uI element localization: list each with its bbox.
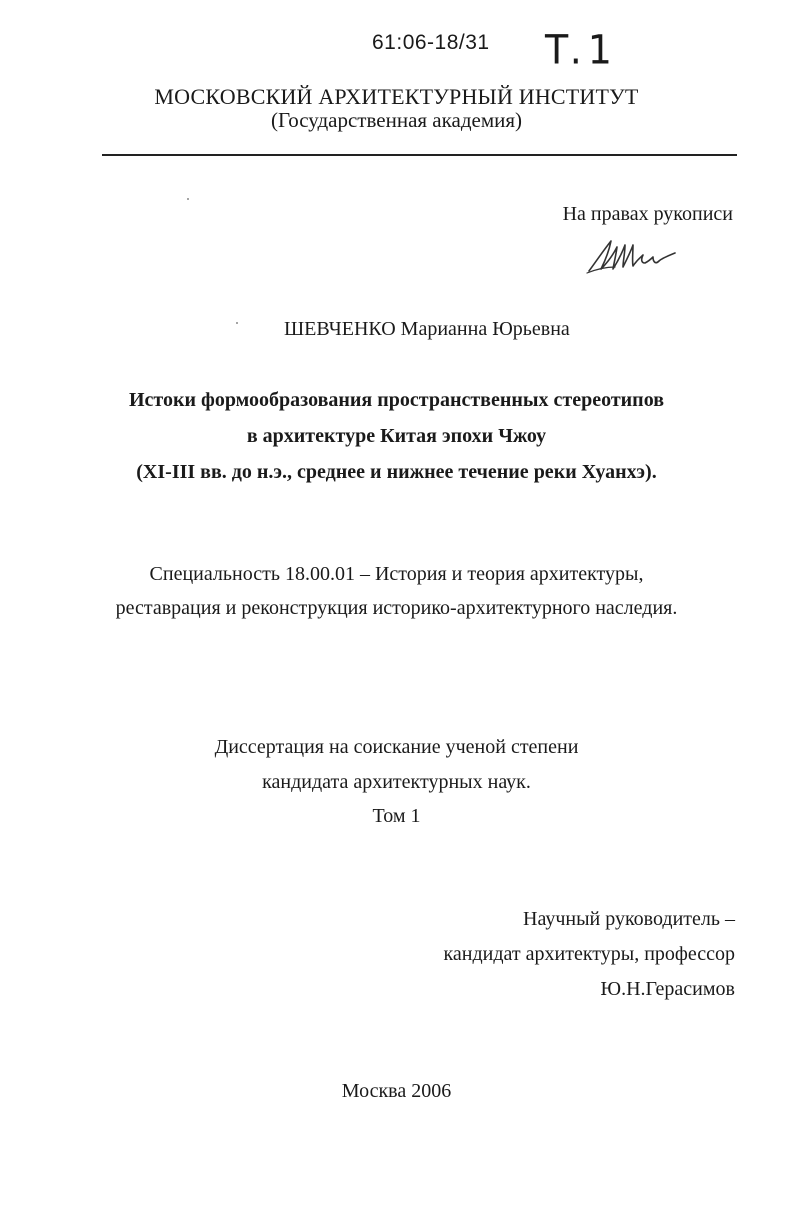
signature-icon bbox=[585, 233, 685, 278]
volume-label: Том 1 bbox=[372, 805, 421, 827]
institute-subtitle: (Государственная академия) bbox=[270, 108, 523, 132]
title-line-1: Истоки формообразования пространственных стереотипов bbox=[128, 389, 665, 411]
author-name: ШЕВЧЕНКО Марианна Юрьевна bbox=[284, 318, 570, 340]
advisor-role: Научный руководитель – bbox=[523, 908, 735, 930]
title-line-3: (XI-III вв. до н.э., среднее и нижнее течение реки Хуанхэ). bbox=[136, 461, 657, 483]
city-year: Москва 2006 bbox=[341, 1080, 452, 1102]
institute-name: МОСКОВСКИЙ АРХИТЕКТУРНЫЙ ИНСТИТУТ bbox=[154, 84, 639, 109]
title-line-2: в архитектуре Китая эпохи Чжоу bbox=[246, 425, 547, 447]
archive-code: 61:06-18/31 bbox=[372, 31, 490, 54]
specialty-line-2: реставрация и реконструкция историко-архитектурного наследия. bbox=[115, 597, 678, 619]
scan-speck bbox=[236, 322, 238, 324]
scan-speck bbox=[187, 198, 189, 200]
handwritten-volume-note: T.1 bbox=[545, 26, 618, 74]
dissertation-line-1: Диссертация на соискание ученой степени bbox=[214, 736, 579, 758]
specialty-line-1: Специальность 18.00.01 – История и теория архитектуры, bbox=[149, 563, 644, 585]
header-divider bbox=[102, 154, 737, 156]
manuscript-rights: На правах рукописи bbox=[562, 203, 733, 225]
advisor-title: кандидат архитектуры, профессор bbox=[443, 943, 735, 965]
advisor-name: Ю.Н.Герасимов bbox=[600, 978, 735, 1000]
dissertation-line-2: кандидата архитектурных наук. bbox=[262, 771, 531, 793]
